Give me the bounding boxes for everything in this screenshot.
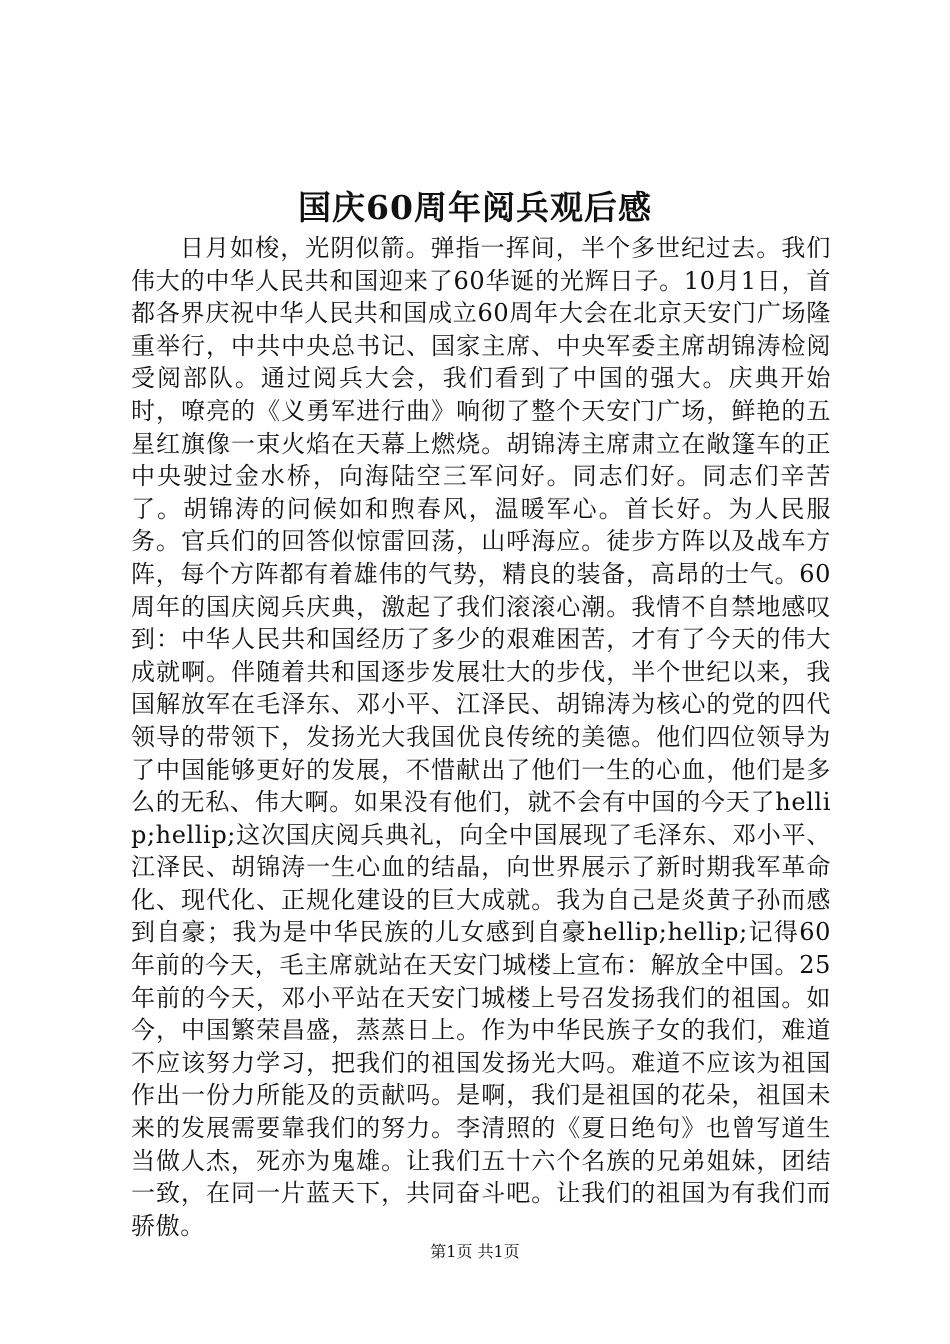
page-title: 国庆60周年阅兵观后感 [298, 188, 652, 227]
body-paragraph: 日月如梭，光阴似箭。弹指一挥间，半个多世纪过去。我们伟大的中华人民共和国迎来了60华诞的光辉日子。10月1日，首都各界庆祝中华人民共和国成立60周年大会在北京天安门广场隆重举行，中共中央总书记、国家主席、中央军委主席胡锦涛检阅受阅部队。通过阅兵大会，我们看到了中国的强大。庆典开始时，嘹亮的《义勇军进行曲》响彻了整个天安门广场，鲜艳的五星红旗像一束火焰在天幕上燃烧。胡锦涛主席肃立在敞篷车的正中央驶过金水桥，向海陆空三军问好。同志们好。同志们辛苦了。胡锦涛的问候如和煦春风，温暖军心。首长好。为人民服务。官兵们的回答似惊雷回荡，山呼海应。徒步方阵以及战车方阵，每个方阵都有着雄伟的气势，精良的装备，高昂的士气。60周年的国庆阅兵庆典，激起了我们滚滚心潮。我情不自禁地感叹到：中华人民共和国经历了多少的艰难困苦，才有了今天的伟大成就啊。伴随着共和国逐步发展壮大的步伐，半个世纪以来，我国解放军在毛泽东、邓小平、江泽民、胡锦涛为核心的党的四代领导的带领下，发扬光大我国优良传统的美德。他们四位领导为了中国能够更好的发展，不惜献出了他们一生的心血，他们是多么的无私、伟大啊。如果没有他们，就不会有中国的今天了hellip;hellip;这次国庆阅兵典礼，向全中国展现了毛泽东、邓小平、江泽民、胡锦涛一生心血的结晶，向世界展示了新时期我军革命化、现代化、正规化建设的巨大成就。我为自己是炎黄子孙而感到自豪；我为是中华民族的儿女感到自豪hellip;hellip;记得60年前的今天，毛主席就站在天安门城楼上宣布：解放全中国。25年前的今天，邓小平站在天安门城楼上号召发扬我们的祖国。如今，中国繁荣昌盛，蒸蒸日上。作为中华民族子女的我们，难道不应该努力学习，把我们的祖国发扬光大吗。难道不应该为祖国作出一份力所能及的贡献吗。是啊，我们是祖国的花朵，祖国未来的发展需要靠我们的努力。李清照的《夏日绝句》也曾写道生当做人杰，死亦为鬼雄。让我们五十六个名族的兄弟姐妹，团结一致，在同一片蓝天下，共同奋斗吧。让我们的祖国为有我们而骄傲。 [131, 234, 831, 1240]
page-number-footer: 第1页 共1页 [430, 1242, 520, 1261]
